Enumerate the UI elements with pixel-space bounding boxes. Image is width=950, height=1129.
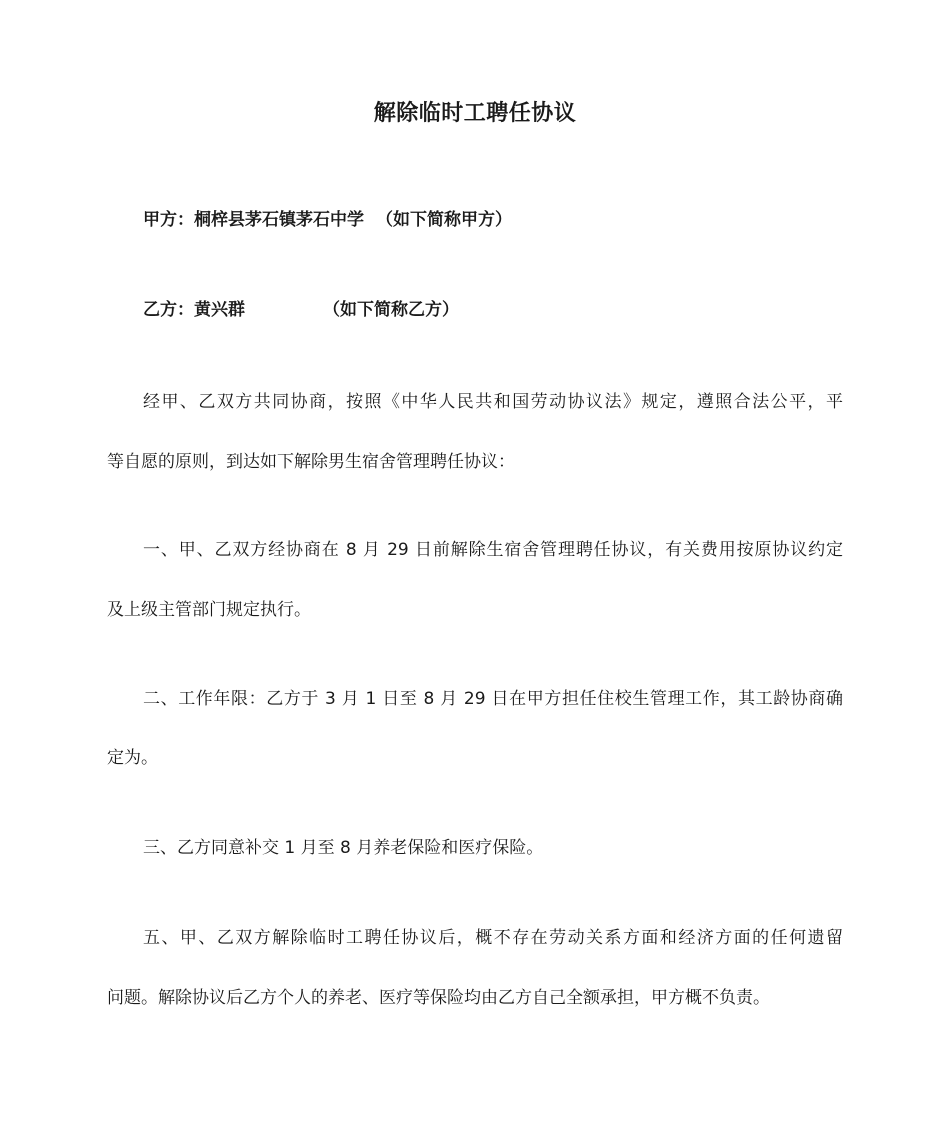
clause-five-line1: 五、甲、乙双方解除临时工聘任协议后，概不存在劳动关系方面和经济方面的任何遗留 (143, 928, 843, 948)
party-b-line (143, 297, 459, 323)
party-b-label: 乙方： (143, 300, 194, 320)
clause-five-line2: 问题。解除协议后乙方个人的养老、医疗等保险均由乙方自己全额承担，甲方概不负责。 (107, 988, 770, 1008)
party-b-name: 黄兴群 (194, 300, 245, 320)
clause-one-line1: 一、甲、乙双方经协商在 8 月 29 日前解除生宿舍管理聘任协议，有关费用按原协议约定 (143, 540, 843, 560)
clause-one-line2: 及上级主管部门规定执行。 (107, 600, 311, 620)
party-a-note: （如下简称甲方） (376, 210, 512, 230)
party-a-name: 桐梓县茅石镇茅石中学 (194, 210, 364, 230)
party-b-note: （如下简称乙方） (323, 300, 459, 320)
paragraph-intro-line1: 经甲、乙双方共同协商，按照《中华人民共和国劳动协议法》规定，遵照合法公平，平 (143, 392, 843, 412)
clause-two-line2: 定为。 (107, 748, 158, 768)
party-a-label: 甲方： (143, 210, 194, 230)
paragraph-intro-line2: 等自愿的原则，到达如下解除男生宿舍管理聘任协议： (107, 452, 515, 472)
document-title: 解除临时工聘任协议 (373, 101, 577, 126)
party-a-line (143, 207, 512, 233)
clause-two-line1: 二、工作年限：乙方于 3 月 1 日至 8 月 29 日在甲方担任住校生管理工作，其工龄协商确 (143, 689, 843, 709)
clause-three-line1: 三、乙方同意补交 1 月至 8 月养老保险和医疗保险。 (143, 838, 544, 858)
